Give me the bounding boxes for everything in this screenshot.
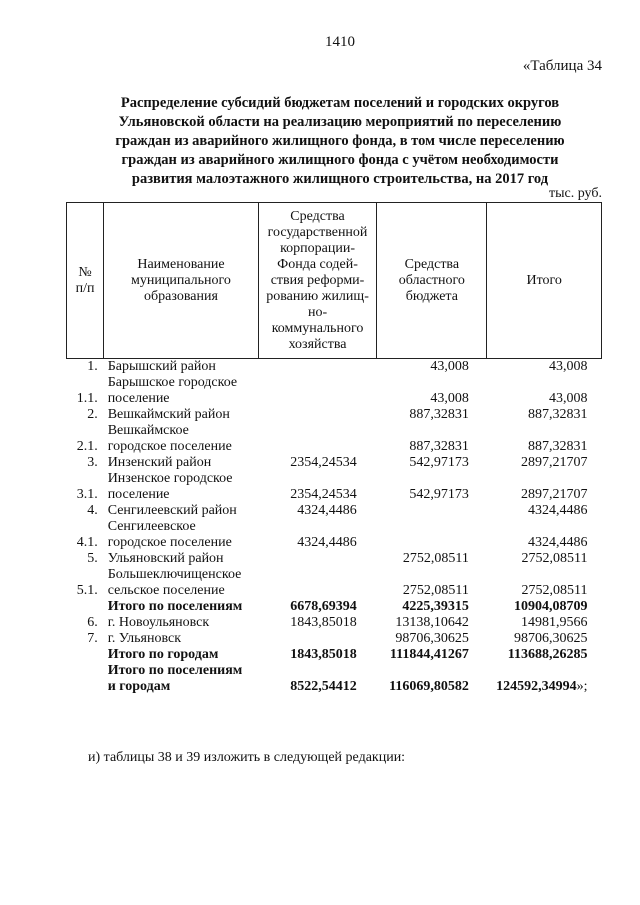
header-line: государственной: [267, 224, 368, 240]
total-value: [487, 471, 602, 503]
header-number: [67, 203, 104, 359]
total-value: [487, 375, 602, 407]
header-line: Средства: [404, 256, 460, 272]
header-regional: [377, 203, 487, 359]
header-line: корпорации-: [280, 240, 355, 256]
table-row: [67, 503, 602, 519]
row-number: [67, 647, 104, 663]
regional-value: [377, 455, 487, 471]
total-value-text: 2752,08511: [521, 583, 588, 598]
regional-value-text: 13138,10642: [395, 615, 469, 630]
page-number: 1410: [325, 34, 355, 50]
row-name: [104, 663, 259, 695]
row-number: 6.: [87, 615, 98, 630]
regional-value-text: 111844,41267: [389, 647, 469, 662]
row-name-line: г. Новоульяновск: [107, 615, 210, 630]
row-number: 5.: [87, 551, 98, 566]
header-line: №: [78, 264, 92, 280]
row-number: 7.: [87, 631, 98, 646]
regional-value-text: 43,008: [430, 391, 469, 406]
total-value: [487, 423, 602, 455]
fund-value: [258, 615, 377, 631]
regional-value: [377, 519, 487, 551]
fund-value: [258, 471, 377, 503]
total-value: [487, 359, 602, 376]
header-line: областного: [398, 272, 465, 288]
fund-value: [258, 455, 377, 471]
regional-value-text: 2752,08511: [402, 551, 469, 566]
fund-value: [258, 647, 377, 663]
header-line: рованию жилищ-: [266, 288, 369, 304]
header-line: ствия реформи-: [270, 272, 365, 288]
fund-value-text: 1843,85018: [290, 647, 357, 662]
row-name: [104, 423, 259, 455]
fund-value: [258, 359, 377, 376]
regional-value: [377, 663, 487, 695]
regional-value-text: 542,97173: [409, 455, 469, 470]
total-value-text: 4324,4486: [528, 503, 588, 518]
row-name: [104, 631, 259, 647]
total-value: [487, 631, 602, 647]
header-fund: [258, 203, 377, 359]
fund-value-text: 2354,24534: [290, 487, 357, 502]
fund-value-text: 2354,24534: [290, 455, 357, 470]
row-name: [104, 567, 259, 599]
table-row: [67, 599, 602, 615]
regional-value: [377, 615, 487, 631]
header-line: муниципального: [131, 272, 231, 288]
row-name-line: Большеключищенское: [107, 567, 242, 582]
table-row: [67, 471, 602, 503]
fund-value: [258, 423, 377, 455]
row-name-line: Инзенский район: [107, 455, 212, 470]
row-name-line: Итого по городам: [107, 647, 219, 662]
regional-value: [377, 567, 487, 599]
row-name: [104, 375, 259, 407]
total-value: [487, 519, 602, 551]
table-row: [67, 663, 602, 695]
total-value: [487, 647, 602, 663]
header-line: п/п: [75, 280, 95, 296]
total-value-text: 2752,08511: [521, 551, 588, 566]
regional-value: [377, 359, 487, 376]
total-value-text: 2897,21707: [521, 487, 588, 502]
fund-value: [258, 631, 377, 647]
total-value-text: 10904,08709: [514, 599, 588, 614]
regional-value-text: 542,97173: [409, 487, 469, 502]
row-number: 2.: [87, 407, 98, 422]
regional-value-text: 43,008: [430, 359, 469, 374]
regional-value: [377, 423, 487, 455]
document-title: [60, 94, 620, 189]
header-line: хозяйства: [288, 336, 347, 352]
title-line: Распределение субсидий бюджетам поселений и городских округов: [120, 95, 560, 111]
row-number: 3.: [87, 455, 98, 470]
total-value: [487, 503, 602, 519]
row-name-line: Сенгилеевское: [107, 519, 196, 534]
regional-value: [377, 599, 487, 615]
row-number: 2.1.: [76, 439, 98, 454]
table-row: [67, 615, 602, 631]
table-row: [67, 647, 602, 663]
row-name-line: Итого по поселениям: [107, 599, 243, 614]
table-body: [67, 359, 602, 696]
trailer-text: и) таблицы 38 и 39 изложить в следующей редакции:: [88, 750, 406, 765]
total-value-text: 887,32831: [528, 439, 588, 454]
fund-value: [258, 599, 377, 615]
row-name-line: г. Ульяновск: [107, 631, 182, 646]
total-value-text: 124592,34994: [496, 679, 577, 694]
regional-value-text: 98706,30625: [395, 631, 469, 646]
table-row: [67, 423, 602, 455]
row-name-line: Ульяновский район: [107, 551, 224, 566]
table-row: [67, 375, 602, 407]
fund-value-text: 6678,69394: [290, 599, 357, 614]
fund-value: [258, 663, 377, 695]
table-row: [67, 359, 602, 376]
total-value: [487, 599, 602, 615]
table-row: [67, 631, 602, 647]
fund-value-text: 1843,85018: [290, 615, 357, 630]
row-number: 1.1.: [76, 391, 98, 406]
header-name: [104, 203, 259, 359]
row-name-line: поселение: [107, 487, 170, 502]
row-name: [104, 519, 259, 551]
fund-value-text: 4324,4486: [297, 535, 357, 550]
row-name-line: Инзенское городское: [107, 471, 233, 486]
fund-value: [258, 503, 377, 519]
total-value: [487, 663, 602, 695]
fund-value-text: 8522,54412: [290, 679, 357, 694]
row-name-line: Вешкаймский район: [107, 407, 230, 422]
row-number: 3.1.: [76, 487, 98, 502]
row-name: [104, 455, 259, 471]
row-name: [104, 503, 259, 519]
row-name-line: Сенгилеевский район: [107, 503, 237, 518]
row-name: [104, 551, 259, 567]
regional-value-text: 4225,39315: [402, 599, 469, 614]
closing-quote: »;: [576, 679, 588, 694]
table-row: [67, 567, 602, 599]
total-value: [487, 551, 602, 567]
total-value-text: 43,008: [549, 359, 588, 374]
header-line: но-: [307, 304, 328, 320]
total-value: [487, 615, 602, 631]
regional-value: [377, 503, 487, 519]
row-number: 4.1.: [76, 535, 98, 550]
fund-value: [258, 567, 377, 599]
header-line: коммунального: [271, 320, 364, 336]
row-name: [104, 647, 259, 663]
total-value: [487, 567, 602, 599]
header-line: Наименование: [137, 256, 225, 272]
title-line: развития малоэтажного жилищного строительства, на 2017 год: [131, 171, 549, 187]
table-row: [67, 551, 602, 567]
title-line: граждан из аварийного жилищного фонда с учётом необходимости: [121, 152, 559, 168]
total-value-text: 4324,4486: [528, 535, 588, 550]
regional-value: [377, 551, 487, 567]
row-name-line: Барышский район: [107, 359, 216, 374]
fund-value: [258, 407, 377, 423]
row-name-line: Вешкаймское: [107, 423, 189, 438]
regional-value: [377, 407, 487, 423]
row-name-line: сельское поселение: [107, 583, 225, 598]
row-name: [104, 407, 259, 423]
regional-value-text: 116069,80582: [389, 679, 469, 694]
regional-value-text: 887,32831: [409, 407, 469, 422]
header-line: Средства: [290, 208, 345, 224]
fund-value: [258, 551, 377, 567]
row-name-line: городское поселение: [107, 439, 232, 454]
table-row: [67, 455, 602, 471]
fund-value: [258, 519, 377, 551]
row-name-line: Итого по поселениям: [107, 663, 243, 678]
row-name-line: городское поселение: [107, 535, 232, 550]
regional-value-text: 887,32831: [409, 439, 469, 454]
fund-value-text: 4324,4486: [297, 503, 357, 518]
header-line: бюджета: [405, 288, 458, 304]
fund-value: [258, 375, 377, 407]
header-line: Фонда содей-: [277, 256, 358, 272]
row-name: [104, 359, 259, 376]
table-row: [67, 407, 602, 423]
table-row: [67, 519, 602, 551]
row-name: [104, 615, 259, 631]
row-name-line: Барышское городское: [107, 375, 238, 390]
row-name: [104, 471, 259, 503]
header-line: образования: [144, 288, 218, 304]
row-name-line: и городам: [107, 679, 171, 694]
table-label: «Таблица 34: [522, 58, 602, 74]
row-number: 5.1.: [76, 583, 98, 598]
row-name: [104, 599, 259, 615]
row-number: [67, 599, 104, 615]
total-value: [487, 455, 602, 471]
total-value: [487, 407, 602, 423]
title-line: граждан из аварийного жилищного фонда, в том числе переселению: [115, 133, 565, 149]
row-number: [67, 663, 104, 695]
total-value-text: 98706,30625: [514, 631, 588, 646]
header-row: [67, 203, 602, 359]
total-value-text: 14981,9566: [521, 615, 588, 630]
title-line: Ульяновской области на реализацию мероприятий по переселению: [118, 114, 562, 130]
total-value-text: 43,008: [549, 391, 588, 406]
regional-value-text: 2752,08511: [402, 583, 469, 598]
regional-value: [377, 375, 487, 407]
header-total: Итого: [487, 203, 602, 359]
total-value-text: 887,32831: [528, 407, 588, 422]
subsidy-table: [66, 202, 602, 695]
regional-value: [377, 647, 487, 663]
total-value-text: 113688,26285: [507, 647, 588, 662]
regional-value: [377, 631, 487, 647]
row-number: 4.: [87, 503, 98, 518]
row-number: 1.: [87, 359, 98, 374]
total-value-text: 2897,21707: [521, 455, 588, 470]
regional-value: [377, 471, 487, 503]
row-name-line: поселение: [107, 391, 170, 406]
unit-label: тыс. руб.: [549, 186, 602, 201]
